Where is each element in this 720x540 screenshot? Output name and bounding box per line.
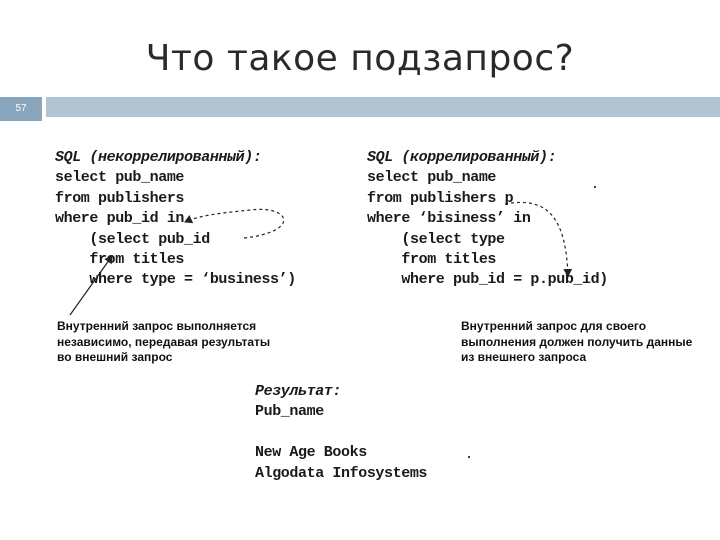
- result-row: Algodata Infosystems: [255, 464, 428, 482]
- result-row: New Age Books: [255, 444, 367, 462]
- right-note: Внутренний запрос для своего выполнения должен получить данные из внешнего запроса: [461, 319, 693, 364]
- left-code-header: SQL (некоррелированный):: [55, 149, 262, 166]
- right-code-line: where ‘bisiness’ in: [367, 210, 531, 228]
- slide-title: Что такое подзапрос?: [145, 38, 575, 79]
- left-code-line: from titles: [55, 251, 185, 269]
- right-dashed-arrow: [505, 202, 568, 276]
- right-code-line: from titles: [367, 251, 497, 269]
- left-code-line: (select pub_id: [55, 230, 210, 248]
- left-code-line: where type = ‘business’): [55, 271, 296, 289]
- left-code-line: where pub_id in: [55, 210, 185, 228]
- left-dashed-arrow: [185, 209, 284, 238]
- result-header: Результат:: [255, 383, 342, 400]
- result-column: Pub_name: [255, 403, 324, 421]
- right-code-line: select pub_name: [367, 169, 497, 187]
- right-code-line: where pub_id = p.pub_id): [367, 271, 608, 289]
- page-number: 57: [15, 103, 27, 114]
- right-code-line: from publishers p: [367, 189, 514, 207]
- right-code-line: (select type: [367, 230, 505, 248]
- scan-speck: [468, 456, 470, 458]
- left-code-line: from publishers: [55, 189, 185, 207]
- scan-speck: [594, 186, 596, 188]
- left-note: Внутренний запрос выполняется независимо, передавая результаты во внешний запрос: [57, 319, 271, 364]
- left-solid-arrow: [70, 256, 112, 315]
- right-code-header: SQL (коррелированный):: [367, 149, 557, 166]
- left-code-line: select pub_name: [55, 169, 185, 187]
